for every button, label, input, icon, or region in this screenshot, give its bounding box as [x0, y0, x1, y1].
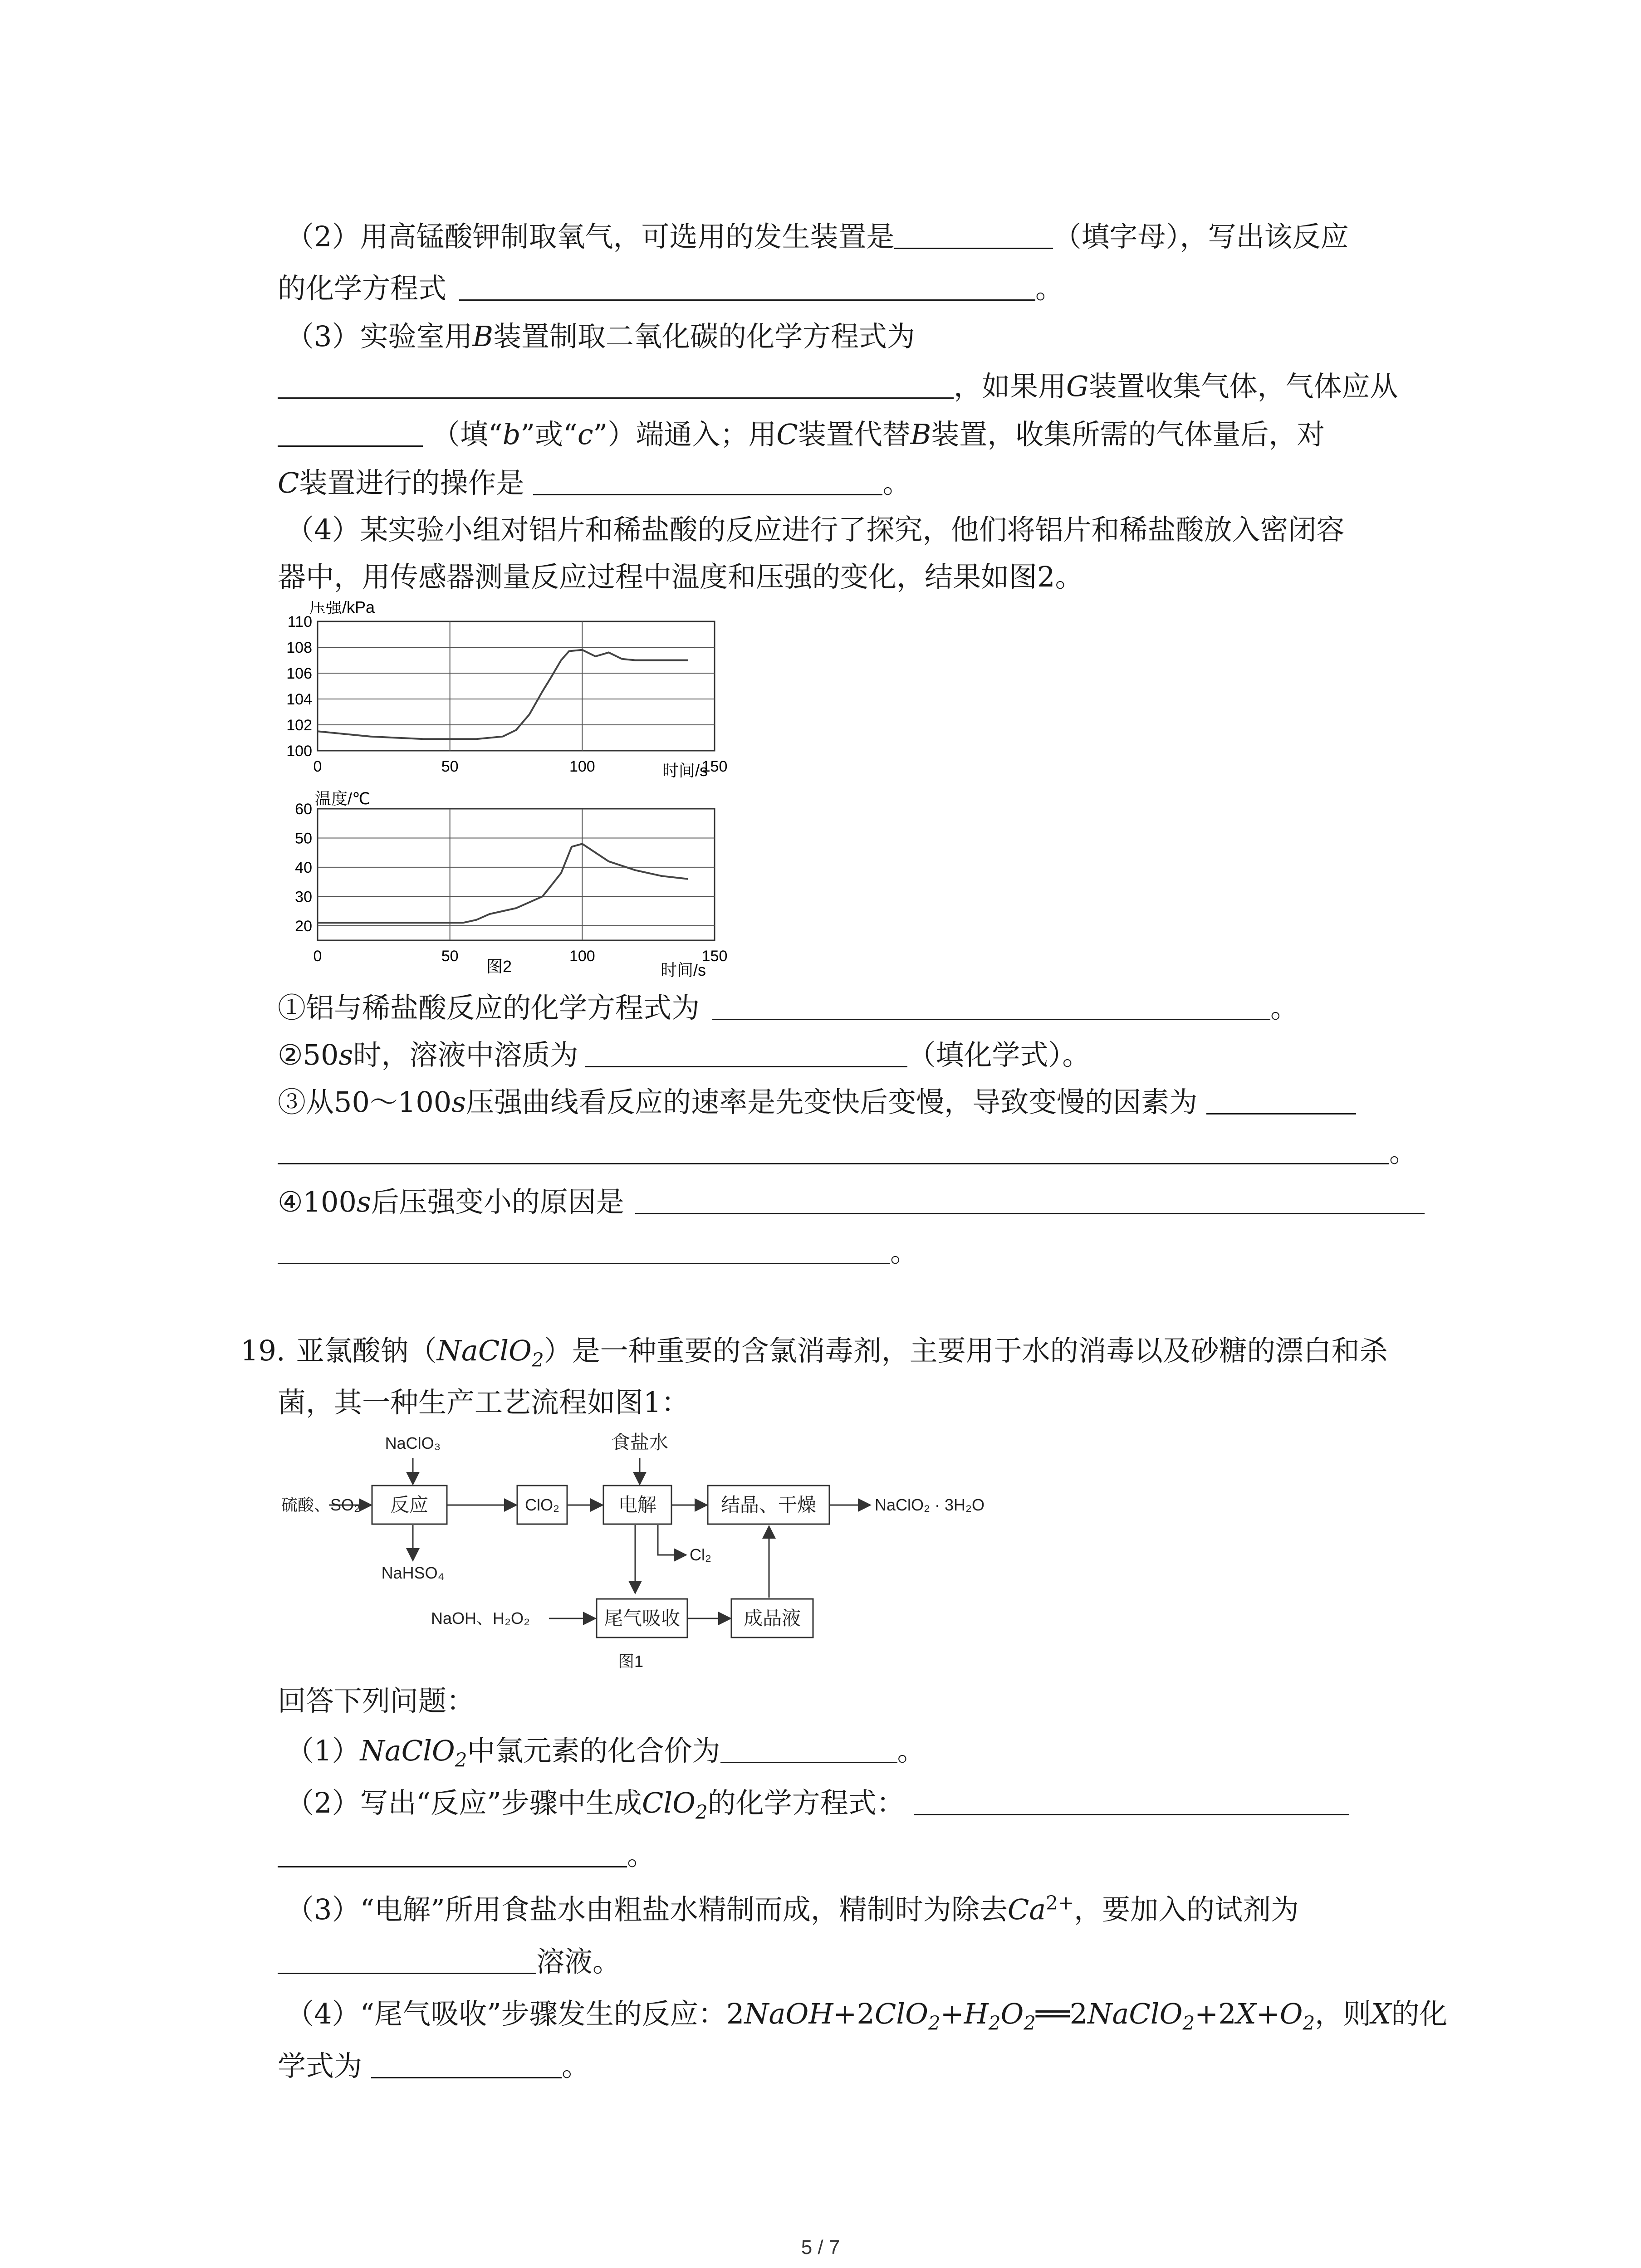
formula: X: [1236, 1997, 1256, 2030]
text: 器中，用传感器测量反应过程中温度和压强的变化，结果如图2。: [278, 560, 1083, 593]
q18-part2-line2: [278, 270, 1063, 307]
naclo3-label: NaClO₃: [385, 1434, 441, 1452]
period: 。: [890, 1235, 919, 1268]
electrolysis-box-label: 电解: [618, 1494, 657, 1515]
answer-blank[interactable]: [278, 1945, 536, 1974]
figure-2-caption: 图2: [486, 957, 512, 976]
q18-sub3: [278, 1084, 1356, 1120]
period: 。: [1035, 272, 1064, 305]
y-tick-label: 108: [286, 639, 312, 656]
pressure-frame: [318, 621, 715, 751]
y-tick-label: 100: [286, 743, 312, 760]
q18-part3-line2: [278, 368, 1398, 405]
text: 溶液。: [536, 1945, 621, 1978]
q19-part3-cont: [278, 1944, 621, 1980]
superscript: 2+: [1046, 1892, 1074, 1914]
subscript: 2: [988, 2012, 1001, 2034]
pressure-yticks: [286, 613, 312, 760]
unit-s: s: [338, 1038, 353, 1071]
text: ”）端通入；用: [593, 418, 777, 451]
text: （4）“尾气吸收”步骤发生的反应：2: [286, 1997, 745, 2030]
pressure-series-line: [318, 650, 688, 739]
q18-sub4-cont: [278, 1234, 918, 1270]
q18-part3-text: （3）实验室用: [286, 320, 473, 353]
q18-part3-line4: [278, 465, 911, 501]
temperature-series-line: [318, 844, 688, 923]
x-tick-label: 150: [701, 948, 728, 965]
subscript: 2: [455, 1749, 467, 1771]
var-X: X: [1371, 1997, 1391, 2030]
x-tick-label: 50: [441, 758, 459, 775]
q19-line1: [240, 1333, 1388, 1369]
x-tick-label: 100: [569, 758, 595, 775]
y-tick-label: 50: [295, 830, 312, 847]
y-tick-label: 60: [295, 801, 312, 818]
y-tick-label: 110: [287, 613, 312, 631]
text: 装置，收集所需的气体量后，对: [931, 418, 1325, 451]
var-C: C: [776, 418, 798, 451]
period: 。: [1270, 991, 1299, 1024]
q19-answer-prompt: [278, 1683, 475, 1719]
temperature-xlabel: 时间/s: [661, 961, 706, 979]
subscript: 2: [695, 1801, 708, 1823]
text: 后压强变小的原因是: [371, 1185, 624, 1218]
q19-part2: [286, 1785, 1349, 1821]
formula: NaClO: [436, 1334, 532, 1367]
nahso4-label: NaHSO₄: [381, 1564, 445, 1582]
formula: NaOH: [744, 1997, 833, 2030]
text: ③从50～100: [278, 1085, 452, 1119]
formula: H: [964, 1997, 989, 2030]
temperature-yticks: [295, 801, 312, 935]
formula: ClO: [642, 1786, 696, 1819]
text: 中氯元素的化合价为: [467, 1734, 720, 1767]
text: （4）某实验小组对铝片和稀盐酸的反应进行了探究，他们将铝片和稀盐酸放入密闭容: [286, 513, 1345, 546]
text: +: [1256, 1997, 1280, 2030]
figure-1-svg: [272, 1429, 1034, 1683]
answer-blank[interactable]: [278, 417, 423, 447]
var-G: G: [1066, 370, 1089, 403]
pressure-ylabel: 压强/kPa: [309, 601, 375, 616]
var-B: B: [472, 320, 494, 353]
y-tick-label: 20: [295, 917, 312, 935]
formula: O: [1279, 1997, 1303, 2030]
figure-1-caption: 图1: [617, 1652, 644, 1671]
figure-1: [272, 1429, 1034, 1683]
y-tick-label: 102: [286, 717, 312, 734]
text: ）是一种重要的含氯消毒剂，主要用于水的消毒以及砂糖的漂白和杀: [544, 1334, 1388, 1367]
q19-part4-cont: [278, 2048, 590, 2084]
text: （3）“电解”所用食盐水由粗盐水精制而成，精制时为除去: [286, 1893, 1008, 1926]
formula: Ca: [1007, 1893, 1046, 1926]
q18-sub1: [278, 990, 1298, 1026]
text: ══2: [1036, 1997, 1088, 2030]
x-tick-label: 50: [441, 948, 459, 965]
reaction-box-label: 反应: [390, 1494, 429, 1515]
clo2-box-label: ClO₂: [525, 1496, 559, 1514]
answer-blank[interactable]: [720, 1734, 897, 1763]
answer-blank[interactable]: [894, 220, 1053, 249]
answer-blank[interactable]: [459, 271, 1035, 301]
answer-blank[interactable]: [278, 1838, 627, 1867]
period: 。: [562, 2049, 590, 2082]
period: 。: [897, 1734, 926, 1767]
input-naoh-h2o2-label: NaOH、H₂O₂: [431, 1609, 530, 1628]
product-solution-box-label: 成品液: [743, 1608, 801, 1629]
answer-blank[interactable]: [585, 1038, 907, 1067]
figure-2: [272, 601, 749, 991]
product-label: NaClO₂ · 3H₂O: [875, 1496, 985, 1514]
period: 。: [627, 1838, 656, 1872]
temperature-ylabel: 温度/℃: [315, 789, 371, 808]
text: ，要加入的试剂为: [1074, 1893, 1299, 1926]
q18-part3-line3: [278, 416, 1325, 453]
text: 装置进行的操作是: [299, 466, 524, 499]
text: （2）写出“反应”步骤中生成: [286, 1786, 642, 1819]
input-acid-so2-label: 硫酸、SO₂: [281, 1496, 360, 1514]
text: （填“: [432, 418, 503, 451]
text: （填化学式）。: [907, 1038, 1091, 1071]
text: +: [940, 1997, 964, 2030]
text: 的化: [1391, 1997, 1448, 2030]
pressure-grid: [318, 621, 715, 751]
text: 压强曲线看反应的速率是先变快后变慢，导致变慢的因素为: [466, 1085, 1198, 1119]
text: 学式为: [278, 2049, 362, 2082]
subscript: 2: [1182, 2012, 1195, 2034]
q18-part3-text-b-rest: 装置收集气体，气体应从: [1088, 370, 1398, 403]
answer-blank[interactable]: [533, 466, 882, 495]
q18-part4-line1: [286, 512, 1344, 548]
pressure-xlabel: 时间/s: [662, 761, 708, 780]
text: +2: [833, 1997, 875, 2030]
answer-blank[interactable]: [712, 991, 1270, 1020]
answer-blank[interactable]: [1206, 1085, 1356, 1114]
q18-sub3-cont: [278, 1134, 1417, 1170]
x-tick-label: 0: [313, 758, 322, 775]
y-tick-label: 40: [295, 859, 312, 876]
text: ①铝与稀盐酸反应的化学方程式为: [278, 991, 700, 1024]
q18-part3-line1: [286, 318, 915, 355]
text: ②50: [278, 1038, 339, 1071]
text: 装置代替: [798, 418, 911, 451]
var-C: C: [278, 466, 299, 499]
crystallize-dry-box-label: 结晶、干燥: [720, 1494, 817, 1515]
text: ④100: [278, 1185, 357, 1218]
x-tick-label: 100: [569, 948, 595, 965]
q19-part4: [286, 1996, 1447, 2032]
y-tick-label: 104: [286, 691, 312, 708]
text: ”或“: [520, 418, 578, 451]
question-number: 19.: [240, 1334, 285, 1367]
answer-blank[interactable]: [371, 2049, 562, 2078]
text: +2: [1195, 1997, 1236, 2030]
subscript: 2: [1303, 2012, 1315, 2034]
q18-part3-text-rest: 装置制取二氧化碳的化学方程式为: [493, 320, 916, 353]
subscript: 2: [1024, 2012, 1036, 2034]
formula: O: [1000, 1997, 1024, 2030]
q18-part4-line2: [278, 559, 1083, 595]
q19-part2-cont: [278, 1837, 655, 1873]
q18-part2-line1: [286, 219, 1348, 255]
var-c: c: [577, 418, 593, 451]
answer-blank[interactable]: [635, 1185, 1425, 1214]
text: （1）: [286, 1734, 360, 1767]
unit-s: s: [451, 1085, 466, 1119]
flow-arrows: [329, 1458, 870, 1618]
unit-s: s: [356, 1185, 371, 1218]
answer-blank[interactable]: [278, 1235, 890, 1264]
q19-part3: [286, 1892, 1299, 1928]
y-tick-label: 30: [295, 888, 312, 906]
q18-sub4: [278, 1184, 1425, 1220]
figure-2-svg: [272, 601, 749, 991]
text: 时，溶液中溶质为: [353, 1038, 578, 1071]
q18-sub2: [278, 1037, 1090, 1073]
formula: NaClO: [360, 1734, 455, 1767]
salt-water-label: 食盐水: [611, 1432, 669, 1453]
answer-blank[interactable]: [278, 369, 954, 399]
text: ，则: [1315, 1997, 1372, 2030]
var-b: b: [502, 418, 521, 451]
tail-gas-absorption-box-label: 尾气吸收: [603, 1608, 681, 1629]
subscript: 2: [531, 1349, 544, 1371]
text: 亚氯酸钠（: [296, 1334, 437, 1367]
q18-part2-text-b: （填字母），写出该反应: [1053, 220, 1349, 253]
x-tick-label: 0: [313, 948, 322, 965]
text: 菌，其一种生产工艺流程如图1：: [278, 1386, 690, 1419]
q18-part2-text-c: 的化学方程式: [278, 272, 447, 305]
q18-part2-text: （2）用高锰酸钾制取氧气，可选用的发生装置是: [286, 220, 895, 253]
text: 回答下列问题：: [278, 1684, 475, 1717]
formula: ClO: [874, 1997, 928, 2030]
y-tick-label: 106: [286, 665, 312, 682]
q19-part1: [286, 1733, 926, 1769]
subscript: 2: [928, 2012, 941, 2034]
q19-line2: [278, 1384, 689, 1421]
var-B: B: [910, 418, 931, 451]
period: 。: [882, 466, 911, 499]
answer-blank[interactable]: [914, 1786, 1349, 1815]
cl2-label: Cl₂: [690, 1545, 711, 1564]
formula: NaClO: [1087, 1997, 1183, 2030]
text: 的化学方程式：: [707, 1786, 905, 1819]
period: 。: [1389, 1135, 1418, 1168]
page-number: 5 / 7: [801, 2236, 840, 2258]
q18-part3-text-b: ，如果用: [954, 370, 1067, 403]
answer-blank[interactable]: [278, 1135, 1389, 1164]
x-tick-label: 150: [701, 758, 728, 775]
